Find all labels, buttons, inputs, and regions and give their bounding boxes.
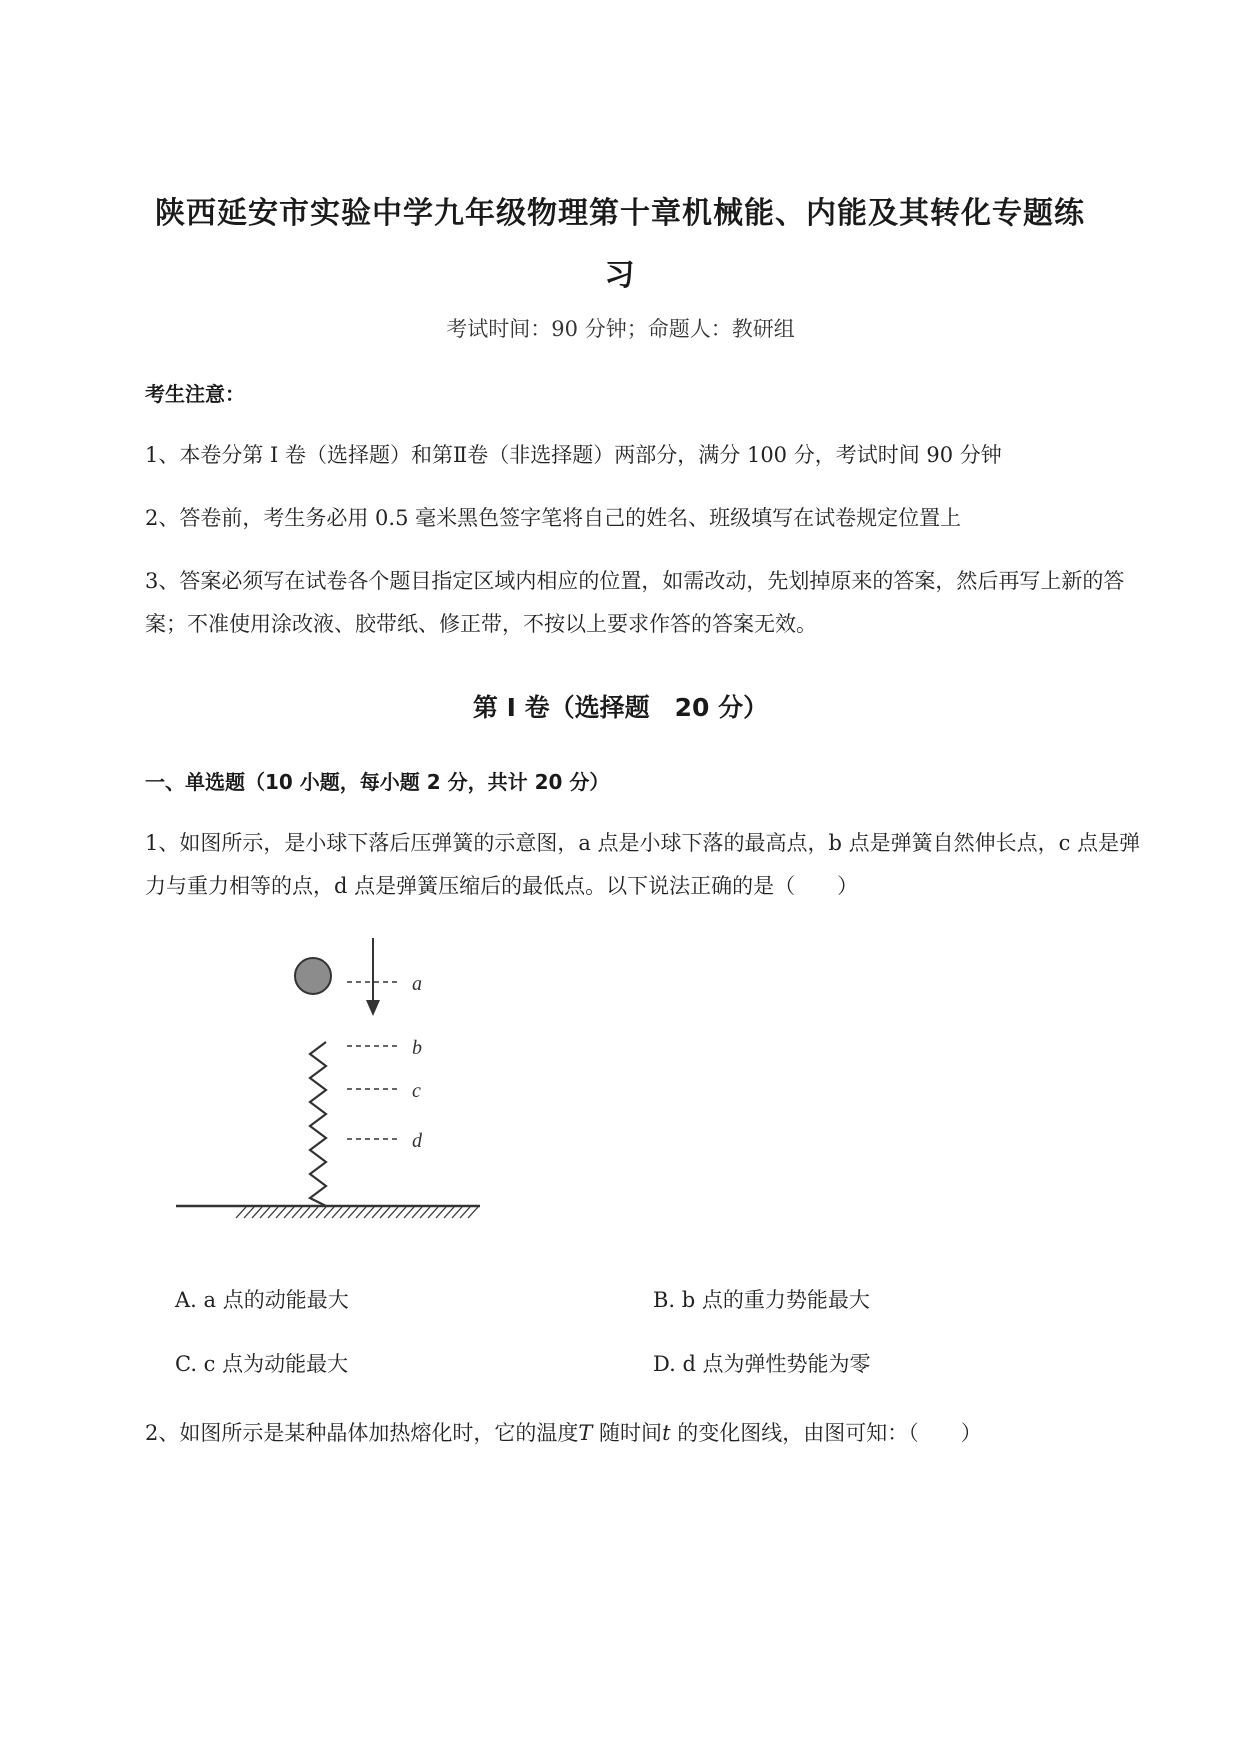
notice-item-3: 3、答案必须写在试卷各个题目指定区域内相应的位置，如需改动，先划掉原来的答案，然后再写上新的答案；不准使用涂改液、胶带纸、修正带，不按以上要求作答的答案无效。 bbox=[145, 569, 1125, 636]
question-group-heading: 一、单选题（10 小题，每小题 2 分，共计 20 分） bbox=[145, 770, 610, 794]
page-title-line-1: 陕西延安市实验中学九年级物理第十章机械能、内能及其转化专题练 bbox=[155, 196, 1085, 231]
ball-shape bbox=[295, 958, 331, 994]
exam-meta: 考试时间：90 分钟；命题人：教研组 bbox=[446, 317, 795, 341]
label-a: a bbox=[412, 973, 422, 995]
label-c: c bbox=[412, 1080, 421, 1102]
ground-hatching bbox=[236, 1207, 478, 1218]
question-1-option-a[interactable]: A. a 点的动能最大 bbox=[175, 1288, 349, 1312]
temperature-variable: T bbox=[578, 1421, 593, 1445]
question-2-stem-part-2: 随时间 bbox=[592, 1421, 663, 1445]
time-variable: t bbox=[662, 1421, 671, 1445]
question-2-stem-part-1: 2、如图所示是某种晶体加热熔化时，它的温度 bbox=[145, 1421, 579, 1445]
question-2-stem bbox=[145, 1412, 1145, 1455]
notice-label: 考生注意： bbox=[145, 382, 245, 406]
question-1-option-c[interactable]: C. c 点为动能最大 bbox=[175, 1352, 349, 1376]
section-title: 第 I 卷（选择题 20 分） bbox=[472, 693, 769, 722]
notice-item-1: 1、本卷分第 I 卷（选择题）和第Ⅱ卷（非选择题）两部分，满分 100 分，考试时间 90 分钟 bbox=[145, 443, 1002, 467]
spring-shape bbox=[310, 1042, 326, 1206]
question-2-stem-part-3: 的变化图线，由图可知：（ ） bbox=[670, 1421, 982, 1445]
question-1-option-d[interactable]: D. d 点为弹性势能为零 bbox=[653, 1352, 871, 1376]
question-1-option-b[interactable]: B. b 点的重力势能最大 bbox=[653, 1288, 870, 1312]
question-1-stem: 1、如图所示，是小球下落后压弹簧的示意图，a 点是小球下落的最高点，b 点是弹簧自然伸长点，c 点是弹力与重力相等的点，d 点是弹簧压缩后的最低点。以下说法正确的是（ ） bbox=[145, 831, 1141, 898]
label-d: d bbox=[412, 1130, 422, 1152]
notice-item-2: 2、答卷前，考生务必用 0.5 毫米黑色签字笔将自己的姓名、班级填写在试卷规定位置上 bbox=[145, 506, 962, 530]
label-b: b bbox=[412, 1037, 422, 1059]
down-arrow-icon bbox=[366, 938, 380, 1016]
page-title-line-2: 习 bbox=[604, 258, 636, 293]
spring-ball-figure bbox=[170, 930, 490, 1240]
